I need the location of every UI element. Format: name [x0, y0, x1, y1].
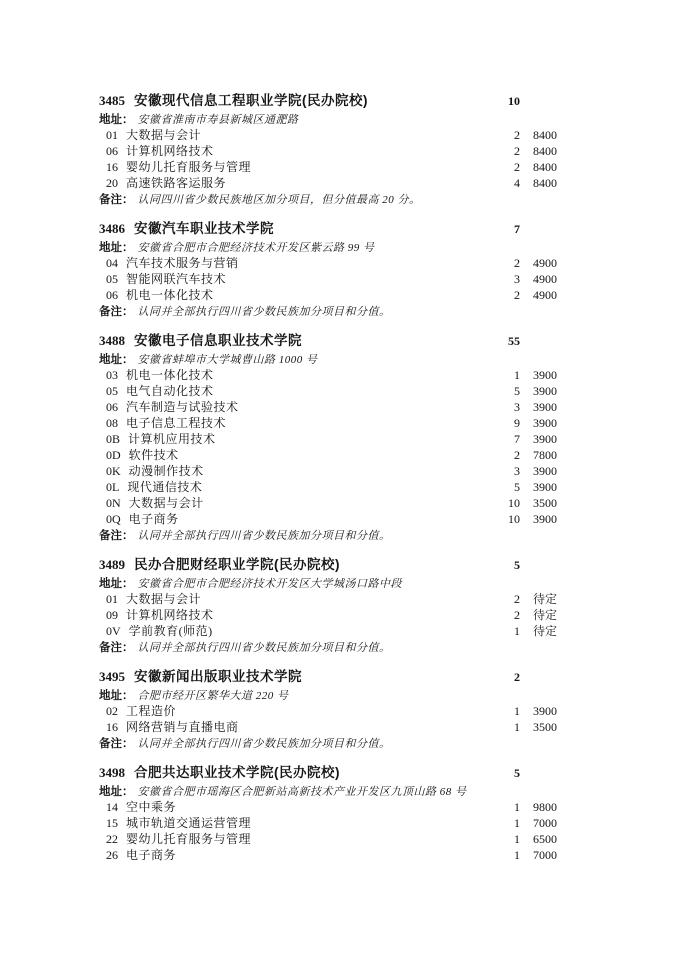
major-main — [99, 799, 480, 815]
major-main — [99, 383, 480, 399]
major-quota: 9 — [514, 416, 520, 430]
major-main — [99, 159, 480, 175]
major-fee: 3900 — [533, 400, 557, 414]
major-fee: 4900 — [533, 288, 557, 302]
major-row — [99, 463, 557, 479]
note-line — [99, 735, 557, 752]
school-code: 3486 — [99, 221, 125, 236]
document-content — [99, 91, 557, 875]
major-main — [99, 623, 480, 639]
major-code: 15 — [106, 816, 118, 830]
major-code: 22 — [106, 832, 118, 846]
major-fee: 7000 — [533, 848, 557, 862]
school-block — [99, 331, 557, 543]
major-fee: 7000 — [533, 816, 557, 830]
major-quota: 2 — [514, 256, 520, 270]
school-header-row — [99, 91, 557, 111]
school-total-quota: 5 — [514, 558, 520, 572]
address-text: 安徽省合肥市合肥经济技术开发区大学城汤口路中段 — [137, 578, 402, 590]
major-main — [99, 511, 480, 527]
address-text: 安徽省合肥市合肥经济技术开发区紫云路 99 号 — [137, 242, 375, 254]
major-fee: 3500 — [533, 496, 557, 510]
major-row — [99, 799, 557, 815]
major-main — [99, 367, 480, 383]
major-name: 网络营销与直播电商 — [126, 720, 239, 734]
note-label: 备注： — [99, 194, 134, 206]
major-row — [99, 175, 557, 191]
address-row — [99, 351, 557, 367]
major-code: 0Q — [106, 512, 121, 526]
major-fee: 待定 — [532, 592, 557, 606]
address-row — [99, 239, 557, 255]
school-header-row — [99, 555, 557, 575]
major-fee: 3900 — [533, 384, 557, 398]
major-quota: 1 — [514, 720, 520, 734]
school-total-quota: 2 — [514, 670, 520, 684]
major-main — [99, 815, 480, 831]
major-quota: 2 — [514, 592, 520, 606]
major-main — [99, 175, 480, 191]
major-name: 计算机应用技术 — [128, 432, 216, 446]
major-fee: 9800 — [533, 800, 557, 814]
major-main — [99, 703, 480, 719]
major-name: 空中乘务 — [126, 800, 177, 814]
major-main — [99, 127, 480, 143]
address-line — [99, 239, 557, 256]
major-row — [99, 847, 557, 863]
note-line — [99, 527, 557, 544]
major-quota: 3 — [514, 400, 520, 414]
major-fee: 4900 — [533, 256, 557, 270]
major-fee: 3900 — [533, 416, 557, 430]
major-name: 智能网联汽车技术 — [126, 272, 227, 286]
major-code: 14 — [106, 800, 118, 814]
school-code: 3489 — [99, 557, 125, 572]
note-text: 认同并全部执行四川省少数民族加分项目和分值。 — [137, 306, 391, 318]
major-row — [99, 607, 557, 623]
major-main — [99, 415, 480, 431]
address-row — [99, 687, 557, 703]
major-fee: 3900 — [533, 464, 557, 478]
major-name: 现代通信技术 — [127, 480, 203, 494]
address-text: 安徽省蚌埠市大学城曹山路 1000 号 — [137, 354, 318, 366]
major-row — [99, 271, 557, 287]
school-header-row — [99, 763, 557, 783]
major-name: 婴幼儿托育服务与管理 — [126, 160, 252, 174]
major-name: 电子信息工程技术 — [126, 416, 227, 430]
major-main — [99, 831, 480, 847]
note-row — [99, 735, 557, 751]
major-main — [99, 479, 480, 495]
address-row — [99, 111, 557, 127]
school-block — [99, 555, 557, 655]
major-fee: 3500 — [533, 720, 557, 734]
major-name: 机电一体化技术 — [126, 288, 214, 302]
address-line — [99, 687, 557, 704]
major-row — [99, 495, 557, 511]
major-quota: 1 — [514, 704, 520, 718]
school-block — [99, 667, 557, 751]
address-text: 安徽省淮南市寿县新城区通淝路 — [137, 114, 299, 126]
major-quota: 2 — [514, 288, 520, 302]
major-code: 06 — [106, 288, 118, 302]
major-code: 09 — [106, 608, 118, 622]
major-code: 16 — [106, 720, 118, 734]
school-header-row — [99, 219, 557, 239]
major-name: 大数据与会计 — [126, 592, 202, 606]
major-row — [99, 431, 557, 447]
major-quota: 5 — [514, 480, 520, 494]
major-name: 高速铁路客运服务 — [126, 176, 227, 190]
major-row — [99, 703, 557, 719]
major-main — [99, 255, 480, 271]
school-header-row — [99, 331, 557, 351]
major-code: 03 — [106, 368, 118, 382]
major-code: 02 — [106, 704, 118, 718]
note-label: 备注： — [99, 530, 134, 542]
note-line — [99, 191, 557, 208]
major-row — [99, 399, 557, 415]
note-row — [99, 303, 557, 319]
major-code: 0V — [106, 624, 121, 638]
school-block — [99, 219, 557, 319]
major-quota: 1 — [514, 800, 520, 814]
note-text: 认同并全部执行四川省少数民族加分项目和分值。 — [137, 530, 391, 542]
address-label: 地址： — [99, 354, 134, 366]
major-code: 0L — [106, 480, 120, 494]
note-line — [99, 639, 557, 656]
note-row — [99, 639, 557, 655]
major-code: 06 — [106, 144, 118, 158]
address-line — [99, 111, 557, 128]
school-total-quota: 5 — [514, 766, 520, 780]
major-row — [99, 831, 557, 847]
school-total-quota: 7 — [514, 222, 520, 236]
major-row — [99, 719, 557, 735]
major-quota: 2 — [514, 608, 520, 622]
major-fee: 3900 — [533, 704, 557, 718]
major-main — [99, 399, 480, 415]
major-name: 大数据与会计 — [126, 128, 202, 142]
school-code: 3485 — [99, 93, 125, 108]
major-quota: 2 — [514, 144, 520, 158]
major-quota: 1 — [514, 368, 520, 382]
major-code: 01 — [106, 592, 118, 606]
major-code: 0B — [106, 432, 121, 446]
school-name: 安徽新闻出版职业技术学院 — [134, 669, 302, 684]
major-name: 计算机网络技术 — [126, 608, 214, 622]
major-quota: 10 — [508, 512, 520, 526]
school-name: 安徽电子信息职业技术学院 — [134, 333, 302, 348]
note-row — [99, 191, 557, 207]
major-fee: 6500 — [533, 832, 557, 846]
major-row — [99, 815, 557, 831]
major-row — [99, 255, 557, 271]
address-line — [99, 575, 557, 592]
major-fee: 待定 — [532, 624, 557, 638]
major-quota: 7 — [514, 432, 520, 446]
major-row — [99, 623, 557, 639]
note-label: 备注： — [99, 738, 134, 750]
major-quota: 2 — [514, 128, 520, 142]
major-code: 26 — [106, 848, 118, 862]
address-label: 地址： — [99, 690, 134, 702]
major-code: 01 — [106, 128, 118, 142]
major-code: 0N — [106, 496, 121, 510]
school-header-row — [99, 667, 557, 687]
school-block — [99, 91, 557, 207]
major-row — [99, 511, 557, 527]
major-code: 06 — [106, 400, 118, 414]
major-main — [99, 591, 480, 607]
major-fee: 待定 — [532, 608, 557, 622]
major-name: 电子商务 — [126, 848, 177, 862]
major-code: 04 — [106, 256, 118, 270]
major-fee: 4900 — [533, 272, 557, 286]
major-name: 城市轨道交通运营管理 — [126, 816, 252, 830]
note-text: 认同四川省少数民族地区加分项目，但分值最高 20 分。 — [137, 194, 421, 206]
major-name: 电气自动化技术 — [126, 384, 214, 398]
major-main — [99, 495, 480, 511]
major-name: 工程造价 — [126, 704, 177, 718]
address-line — [99, 783, 557, 800]
major-code: 0D — [106, 448, 121, 462]
major-fee: 3900 — [533, 512, 557, 526]
major-fee: 8400 — [533, 144, 557, 158]
major-row — [99, 447, 557, 463]
major-quota: 3 — [514, 464, 520, 478]
major-name: 软件技术 — [128, 448, 179, 462]
address-label: 地址： — [99, 578, 134, 590]
major-quota: 5 — [514, 384, 520, 398]
note-text: 认同并全部执行四川省少数民族加分项目和分值。 — [137, 642, 391, 654]
major-code: 0K — [106, 464, 121, 478]
address-text: 合肥市经开区繁华大道 220 号 — [137, 690, 289, 702]
major-quota: 4 — [514, 176, 520, 190]
major-row — [99, 143, 557, 159]
major-quota: 2 — [514, 160, 520, 174]
school-code: 3488 — [99, 333, 125, 348]
note-label: 备注： — [99, 306, 134, 318]
major-name: 动漫制作技术 — [128, 464, 204, 478]
major-main — [99, 607, 480, 623]
major-main — [99, 431, 480, 447]
major-name: 学前教育(师范) — [128, 624, 213, 638]
major-main — [99, 463, 480, 479]
school-name: 安徽汽车职业技术学院 — [134, 221, 274, 236]
major-fee: 3900 — [533, 368, 557, 382]
major-main — [99, 847, 480, 863]
major-fee: 7800 — [533, 448, 557, 462]
note-label: 备注： — [99, 642, 134, 654]
major-quota: 2 — [514, 448, 520, 462]
school-name: 民办合肥财经职业学院(民办院校) — [134, 557, 340, 572]
major-name: 婴幼儿托育服务与管理 — [126, 832, 252, 846]
address-label: 地址： — [99, 786, 134, 798]
school-code: 3498 — [99, 765, 125, 780]
major-main — [99, 143, 480, 159]
major-fee: 8400 — [533, 176, 557, 190]
address-label: 地址： — [99, 114, 134, 126]
major-quota: 1 — [514, 832, 520, 846]
address-line — [99, 351, 557, 368]
major-fee: 8400 — [533, 160, 557, 174]
major-code: 08 — [106, 416, 118, 430]
major-row — [99, 367, 557, 383]
major-name: 大数据与会计 — [128, 496, 204, 510]
major-row — [99, 127, 557, 143]
major-row — [99, 383, 557, 399]
school-block — [99, 763, 557, 863]
note-line — [99, 303, 557, 320]
school-total-quota: 10 — [508, 94, 520, 108]
major-quota: 3 — [514, 272, 520, 286]
major-name: 机电一体化技术 — [126, 368, 214, 382]
major-main — [99, 287, 480, 303]
school-total-quota: 55 — [508, 334, 520, 348]
major-fee: 3900 — [533, 480, 557, 494]
school-name: 安徽现代信息工程职业学院(民办院校) — [134, 93, 368, 108]
major-main — [99, 719, 480, 735]
major-main — [99, 447, 480, 463]
address-row — [99, 783, 557, 799]
major-row — [99, 287, 557, 303]
note-row — [99, 527, 557, 543]
major-row — [99, 479, 557, 495]
address-text: 安徽省合肥市瑶海区合肥新站高新技术产业开发区九顶山路 68 号 — [137, 786, 467, 798]
major-code: 05 — [106, 384, 118, 398]
school-name: 合肥共达职业技术学院(民办院校) — [134, 765, 340, 780]
major-name: 汽车制造与试验技术 — [126, 400, 239, 414]
major-quota: 1 — [514, 816, 520, 830]
major-code: 16 — [106, 160, 118, 174]
major-quota: 1 — [514, 624, 520, 638]
major-quota: 1 — [514, 848, 520, 862]
address-row — [99, 575, 557, 591]
major-row — [99, 415, 557, 431]
major-row — [99, 591, 557, 607]
major-name: 计算机网络技术 — [126, 144, 214, 158]
major-code: 20 — [106, 176, 118, 190]
note-text: 认同并全部执行四川省少数民族加分项目和分值。 — [137, 738, 391, 750]
major-fee: 8400 — [533, 128, 557, 142]
address-label: 地址： — [99, 242, 134, 254]
major-code: 05 — [106, 272, 118, 286]
major-fee: 3900 — [533, 432, 557, 446]
major-name: 汽车技术服务与营销 — [126, 256, 239, 270]
major-name: 电子商务 — [128, 512, 179, 526]
major-row — [99, 159, 557, 175]
major-main — [99, 271, 480, 287]
major-quota: 10 — [508, 496, 520, 510]
school-code: 3495 — [99, 669, 125, 684]
